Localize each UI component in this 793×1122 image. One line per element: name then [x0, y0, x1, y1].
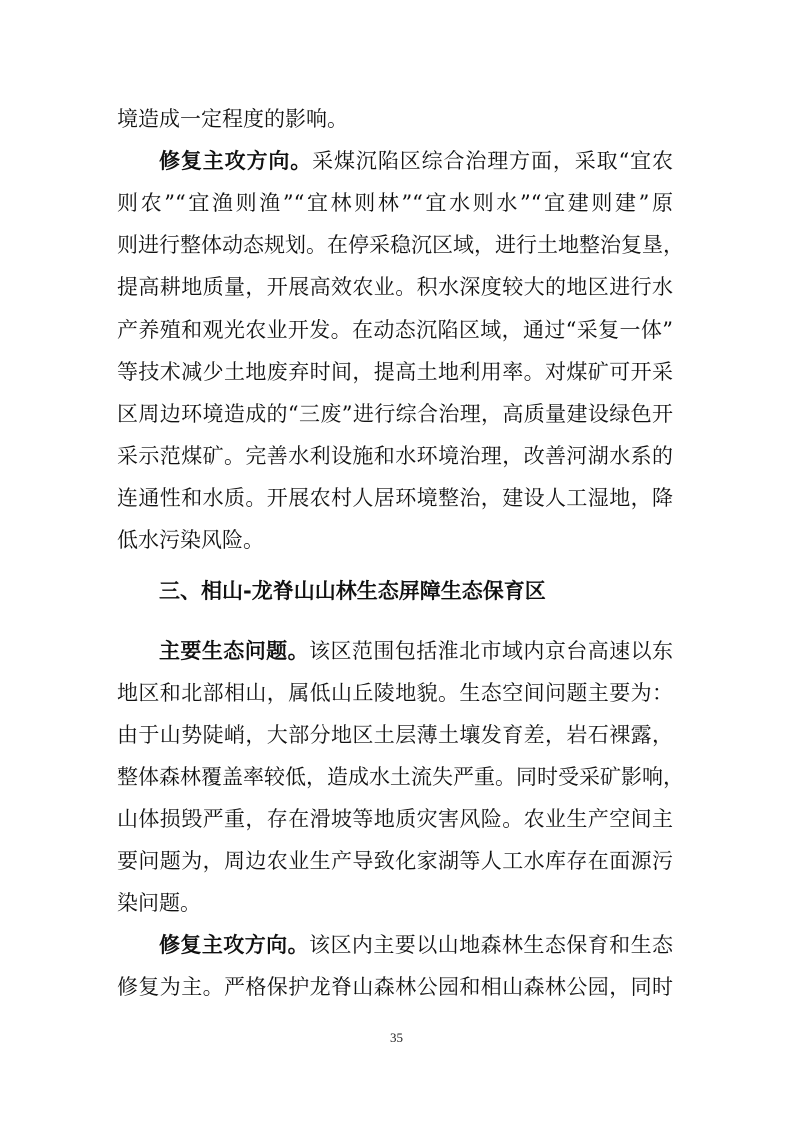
paragraph-2-line-6: 等技术减少土地废弃时间，提高土地利用率。对煤矿可开采 — [117, 360, 673, 384]
paragraph-2-line-8: 采示范煤矿。完善水利设施和水环境治理，改善河湖水系的 — [117, 444, 673, 468]
paragraph-3-line-1 — [159, 638, 673, 664]
paragraph-2-line-7: 区周边环境造成的“三废”进行综合治理，高质量建设绿色开 — [117, 402, 673, 426]
section-heading: 三、相山-龙脊山山林生态屏障生态保育区 — [159, 579, 546, 603]
paragraph-2-line-4: 提高耕地质量，开展高效农业。积水深度较大的地区进行水 — [117, 275, 673, 299]
paragraph-3-line-7: 染问题。 — [117, 891, 201, 915]
paragraph-3-lead: 主要生态问题。 — [159, 639, 310, 663]
paragraph-1-line-1: 境造成一定程度的影响。 — [117, 107, 348, 131]
paragraph-2-line-10: 低水污染风险。 — [117, 528, 264, 552]
paragraph-2-line-5: 产养殖和观光农业开发。在动态沉陷区域，通过“采复一体” — [117, 318, 673, 342]
paragraph-4-line-1 — [159, 932, 673, 958]
paragraph-2-line-1-text: 采煤沉陷区综合治理方面，采取“宜农 — [312, 149, 674, 173]
paragraph-2-line-9: 连通性和水质。开展农村人居环境整治，建设人工湿地，降 — [117, 486, 673, 510]
paragraph-3-line-2: 地区和北部相山，属低山丘陵地貌。生态空间问题主要为： — [117, 681, 673, 705]
paragraph-3-line-3: 由于山势陡峭，大部分地区土层薄土壤发育差，岩石裸露， — [117, 723, 673, 747]
page-number: 35 — [390, 1030, 403, 1045]
paragraph-3-line-5: 山体损毁严重，存在滑坡等地质灾害风险。农业生产空间主 — [117, 807, 673, 831]
paragraph-4-lead: 修复主攻方向。 — [159, 933, 310, 957]
paragraph-2-line-2: 则农”“宜渔则渔”“宜林则林”“宜水则水”“宜建则建”原 — [117, 191, 673, 215]
paragraph-2-lead: 修复主攻方向。 — [159, 149, 313, 173]
paragraph-2-line-3: 则进行整体动态规划。在停采稳沉区域，进行土地整治复垦， — [117, 233, 684, 257]
paragraph-3-line-1-text: 该区范围包括淮北市域内京台高速以东 — [309, 639, 674, 663]
paragraph-3-line-4: 整体森林覆盖率较低，造成水土流失严重。同时受采矿影响， — [117, 765, 684, 789]
paragraph-4-line-2: 修复为主。严格保护龙脊山森林公园和相山森林公园，同时 — [117, 975, 673, 999]
paragraph-4-line-1-text: 该区内主要以山地森林生态保育和生态 — [309, 933, 674, 957]
paragraph-3-line-6: 要问题为，周边农业生产导致化家湖等人工水库存在面源污 — [117, 849, 673, 873]
paragraph-2-line-1 — [159, 148, 673, 174]
